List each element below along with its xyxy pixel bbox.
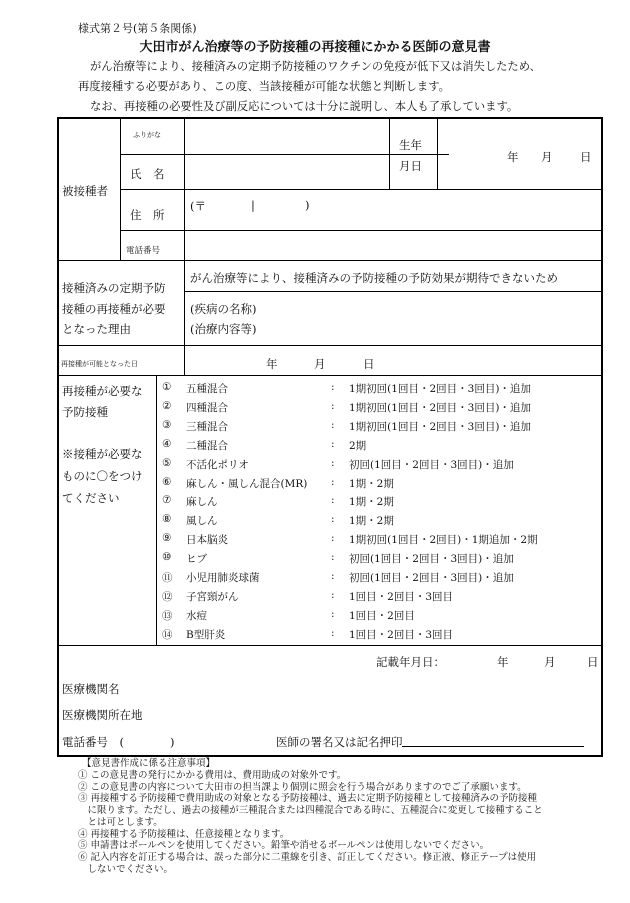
- vaccine-name: B型肝炎: [186, 629, 226, 641]
- signature-line[interactable]: [402, 746, 584, 747]
- vaccine-row[interactable]: [158, 494, 588, 511]
- vaccine-name: 不活化ポリオ: [186, 459, 249, 471]
- intro-line-1: がん治療等により、接種済みの定期予防接種のワクチンの免疫が低下又は消失したため、: [90, 60, 541, 73]
- vaccine-colon: :: [331, 532, 335, 544]
- vaccine-label-1: 再接種が必要な: [62, 384, 143, 398]
- phone-field[interactable]: [187, 232, 599, 259]
- vaccine-row[interactable]: [158, 551, 588, 568]
- note-line: に限ります。ただし、過去の接種が三種混合または四種混合である時に、五種混合に変更して接種すること: [78, 805, 543, 816]
- postal-mark: (〒: [190, 199, 206, 213]
- furigana-label: ふりがな: [133, 131, 161, 139]
- reason-line-1: がん治療等により、接種済みの予防接種の予防効果が期待できないため: [190, 271, 558, 285]
- vaccine-schedule: 1期・2期: [349, 515, 394, 527]
- divider: [389, 119, 390, 189]
- reason-label-1: 接種済みの定期予防: [62, 281, 166, 295]
- treatment-label: (治療内容等): [190, 322, 257, 336]
- vaccine-colon: :: [331, 551, 335, 563]
- note-line: ⑥ 記入内容を訂正する場合は、誤った部分に二重線を引き、訂正してください。修正液、修正テープは使用: [78, 852, 537, 863]
- vaccine-name: 麻しん・風しん混合(MR): [186, 478, 308, 490]
- vaccine-schedule: 1期初回(1回目・2回目)・1期追加・2期: [349, 534, 538, 546]
- vaccine-name: 日本脳炎: [186, 534, 228, 546]
- phone-label: 電話番号: [126, 246, 161, 256]
- vaccine-colon: :: [331, 513, 335, 525]
- vaccine-number: ⑧: [162, 513, 172, 525]
- record-date-label: 記載年月日：: [376, 655, 445, 669]
- vaccine-name: 二種混合: [186, 440, 228, 452]
- dob-label-2: 月日: [399, 159, 422, 173]
- vaccine-name: 四種混合: [186, 402, 228, 414]
- address-field[interactable]: [187, 191, 599, 229]
- vaccine-number: ③: [162, 419, 172, 431]
- vaccine-schedule: 1回目・2回目・3回目: [349, 591, 454, 603]
- vaccine-number: ⑪: [162, 572, 173, 584]
- vaccine-label-6: てください: [62, 491, 120, 505]
- disease-label: (疾病の名称): [190, 302, 257, 316]
- dob-year: 年: [507, 150, 519, 164]
- vaccine-row[interactable]: [158, 589, 588, 606]
- reason-field[interactable]: [280, 294, 598, 343]
- vaccine-name: 五種混合: [186, 383, 228, 395]
- vaccine-name: ヒブ: [186, 553, 207, 565]
- vaccine-schedule: 1期・2期: [349, 496, 394, 508]
- vaccine-row[interactable]: [158, 438, 588, 455]
- record-date-month: 月: [544, 655, 556, 669]
- vaccine-number: ⑬: [162, 610, 173, 622]
- vaccine-label-4: ※接種が必要な: [62, 447, 143, 461]
- vaccine-colon: :: [331, 589, 335, 601]
- vaccine-name: 風しん: [186, 515, 218, 527]
- vaccine-label-2: 予防接種: [62, 405, 108, 419]
- dob-day: 日: [580, 150, 592, 164]
- vaccine-row[interactable]: [158, 419, 588, 436]
- vaccine-row[interactable]: [158, 476, 588, 493]
- institution-field[interactable]: [140, 675, 598, 697]
- patient-section-label: 被接種者: [62, 184, 108, 198]
- note-line: しないでください。: [78, 864, 174, 875]
- note-line: とは可とします。: [78, 817, 163, 828]
- postal-close: ): [305, 198, 310, 212]
- name-field[interactable]: [187, 156, 387, 189]
- form-number: 様式第２号(第５条関係): [78, 22, 197, 35]
- vaccine-schedule: 初回(1回目・2回目・3回目)・追加: [349, 459, 514, 471]
- note-line: ③ 再接種する予防接種で費用助成の対象となる予防接種は、過去に定期予防接種として接種済みの予防接種: [78, 793, 538, 804]
- intro-line-3: なお、再接種の必要性及び副反応については十分に説明し、本人も了承しています。: [90, 100, 519, 113]
- vaccine-label-5: ものに〇をつけ: [62, 469, 143, 483]
- vaccine-colon: :: [331, 494, 335, 506]
- institution-phone-label: 電話番号 ( ): [62, 735, 175, 749]
- divider: [59, 375, 601, 376]
- vaccine-number: ⑨: [162, 532, 172, 544]
- intro-line-2: 再度接種する必要があり、この度、当該接種が可能な状態と判断します。: [78, 80, 450, 93]
- vaccine-number: ②: [162, 400, 172, 412]
- vaccine-schedule: 1期初回(1回目・2回目・3回目)・追加: [349, 383, 531, 395]
- vaccine-number: ⑤: [162, 457, 172, 469]
- divider: [437, 119, 438, 189]
- divider: [120, 119, 121, 260]
- postal-separator: |: [251, 198, 255, 212]
- vaccine-name: 三種混合: [186, 421, 228, 433]
- vaccine-colon: :: [331, 570, 335, 582]
- vaccine-number: ⑫: [162, 591, 173, 603]
- record-date-year: 年: [497, 655, 509, 669]
- note-line: ① この意見書の発行にかかる費用は、費用助成の対象外です。: [78, 770, 347, 781]
- vaccine-row[interactable]: [158, 627, 588, 644]
- vaccine-schedule: 1回目・2回目: [349, 610, 415, 622]
- divider: [184, 119, 185, 375]
- name-label: 氏 名: [130, 167, 165, 181]
- vaccine-number: ①: [162, 381, 172, 393]
- vaccine-name: 麻しん: [186, 496, 218, 508]
- divider: [59, 260, 601, 261]
- address-label: 住 所: [130, 208, 165, 222]
- institution-label: 医療機関名: [62, 682, 120, 696]
- possible-date-year: 年: [266, 357, 278, 371]
- vaccine-schedule: 1回目・2回目・3回目: [349, 629, 454, 641]
- vaccine-row[interactable]: [158, 570, 588, 587]
- record-date-day: 日: [587, 655, 599, 669]
- vaccine-row[interactable]: [158, 608, 588, 625]
- divider: [156, 375, 157, 645]
- divider: [120, 154, 449, 155]
- vaccine-name: 小児用肺炎球菌: [186, 572, 260, 584]
- vaccine-schedule: 2期: [349, 440, 367, 452]
- notes-heading: 【意見書作成に係る注意事項】: [82, 758, 216, 769]
- vaccine-schedule: 初回(1回目・2回目・3回目)・追加: [349, 572, 514, 584]
- vaccine-colon: :: [331, 608, 335, 620]
- vaccine-number: ⑥: [162, 476, 172, 488]
- divider: [120, 230, 601, 231]
- vaccine-row[interactable]: [158, 513, 588, 530]
- vaccine-colon: :: [331, 457, 335, 469]
- dob-label-1: 生年: [399, 138, 422, 152]
- divider: [59, 345, 601, 346]
- vaccine-number: ⑦: [162, 494, 172, 506]
- possible-date-label: 再接種が可能となった日: [61, 360, 138, 368]
- page-title: 大田市がん治療等の予防接種の再接種にかかる医師の意見書: [139, 40, 491, 55]
- note-line: ④ 再接種する予防接種は、任意接種となります。: [78, 829, 290, 840]
- vaccine-colon: :: [331, 476, 335, 488]
- possible-date-field[interactable]: [187, 347, 599, 374]
- furigana-field[interactable]: [187, 121, 387, 153]
- divider: [59, 645, 601, 646]
- institution-address-field[interactable]: [160, 701, 598, 723]
- vaccine-row[interactable]: [158, 457, 588, 474]
- possible-date-day: 日: [363, 357, 375, 371]
- divider: [120, 189, 601, 190]
- signature-label: 医師の署名又は記名押印: [276, 735, 403, 749]
- vaccine-row[interactable]: [158, 532, 588, 549]
- dob-month: 月: [541, 150, 553, 164]
- vaccine-name: 子宮頸がん: [186, 591, 239, 603]
- institution-address-label: 医療機関所在地: [62, 708, 143, 722]
- vaccine-schedule: 1期初回(1回目・2回目・3回目)・追加: [349, 421, 531, 433]
- vaccine-row[interactable]: [158, 400, 588, 417]
- vaccine-colon: :: [331, 400, 335, 412]
- vaccine-schedule: 1期初回(1回目・2回目・3回目)・追加: [349, 402, 531, 414]
- dob-field[interactable]: [440, 121, 600, 189]
- reason-label-3: となった理由: [62, 322, 131, 336]
- vaccine-colon: :: [331, 438, 335, 450]
- vaccine-schedule: 1期・2期: [349, 478, 394, 490]
- note-line: ⑤ 申請書はボールペンを使用してください。鉛筆や消せるボールペンは使用しないでください。: [78, 840, 490, 851]
- possible-date-month: 月: [314, 357, 326, 371]
- vaccine-colon: :: [331, 381, 335, 393]
- note-line: ② この意見書の内容について大田市の担当課より個別に照会を行う場合がありますのでご了承願います。: [78, 782, 527, 793]
- vaccine-colon: :: [331, 419, 335, 431]
- vaccine-colon: :: [331, 627, 335, 639]
- vaccine-number: ⑭: [162, 629, 173, 641]
- reason-label-2: 接種の再接種が必要: [62, 302, 166, 316]
- divider: [184, 291, 601, 292]
- vaccine-number: ⑩: [162, 551, 172, 563]
- vaccine-row[interactable]: [158, 381, 588, 398]
- vaccine-name: 水痘: [186, 610, 207, 622]
- vaccine-schedule: 初回(1回目・2回目・3回目)・追加: [349, 553, 514, 565]
- vaccine-number: ④: [162, 438, 172, 450]
